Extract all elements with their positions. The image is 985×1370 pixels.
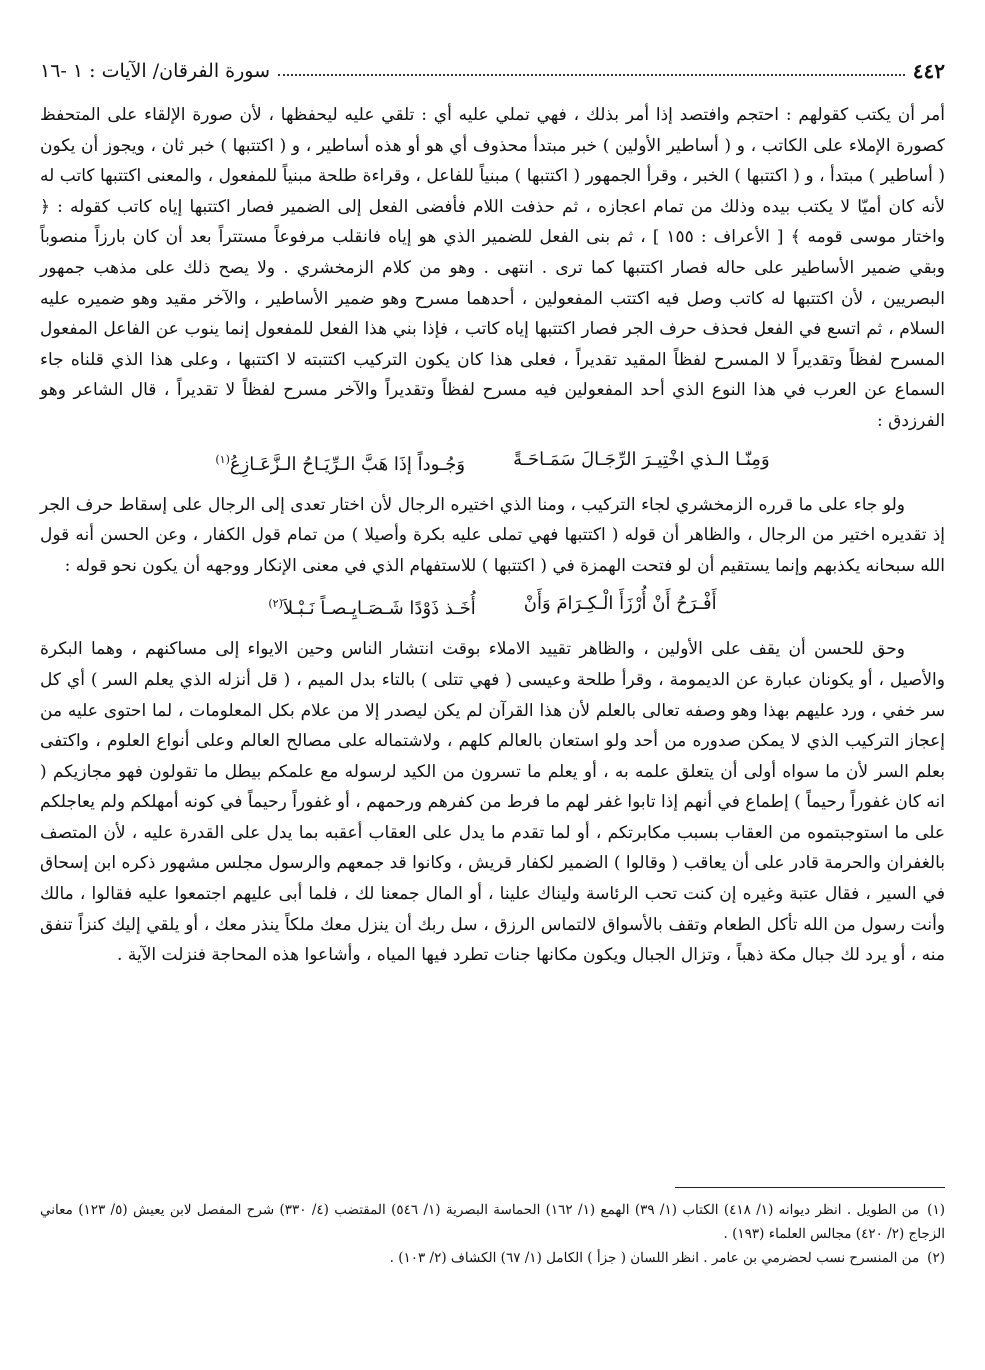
leader-dots <box>278 74 905 76</box>
running-header <box>40 54 945 88</box>
footnote-number: (١) <box>927 1202 945 1218</box>
footnote-text: من الطويل . انظر ديوانه (١/ ٤١٨) الكتاب (١/ ٣٩) الهمع (١/ ١٦٢) الحماسة البصرية (١/ ٥٤٦) المقتضب (٤/ ٣٣٠) شرح المفصل لابن يعيش (٥/ ١٢٣) معاني الزجاج (٢/ ٤٢٠) مجالس العلماء (١٩٣) . <box>40 1202 945 1242</box>
surah-label: سورة الفرقان/ الآيات : ١ -١٦ <box>40 60 271 82</box>
verse-second-hemistich: أُخَـذ ذَوْدًا شَـصَـايِـصـاً نَـبْـلاَ$^{(٢)}$ <box>268 597 476 620</box>
footnote <box>40 1246 945 1270</box>
verse-line <box>40 589 945 624</box>
footnote-number: (٢) <box>927 1250 945 1266</box>
main-text <box>40 100 945 971</box>
footnote-marker: (٢) <box>268 597 283 611</box>
verse-first-hemistich: وَمِنّـا الـذي اخْتِيـرَ الرِّجَـالَ سَمَـاحَـةً <box>513 448 770 470</box>
paragraph: ولو جاء على ما قرره الزمخشري لجاء التركيب ، ومنا الذي اختيره الرجال لأن اختار تعدى إلى الرجال على إسقاط حرف الجر إذ تقديره اختير من الرجال ، والظاهر أن قوله ( اكتتبها فهي تملى عليه بكرة وأصيلا ) من تمام قول الكفار ، وعن الحسن أنه قول الله سبحانه يكذبهم وإنما يستقيم أن لو فتحت الهمزة في ( اكتتبها ) للاستفهام الذي في معنى الإنكار ووجهه أن يكون نحو قوله : <box>40 494 945 576</box>
footnote-marker: (١) <box>215 452 230 466</box>
footnote-text: من المنسرح نسب لحضرمي بن عامر . انظر اللسان ( جزأ ) الكامل (١/ ٦٧) الكشاف (٢/ ١٠٣) . <box>389 1250 920 1266</box>
paragraph: أمر أن يكتب كقولهم : احتجم وافتصد إذا أمر بذلك ، فهي تملي عليه أي : تلقي عليه ليحفظها ، لأن صورة الإلقاء على المتحفظ كصورة الإملاء على الكاتب ، و ( أساطير الأولين ) خبر مبتدأ محذوف أي هو أو هذه أساطير ، و ( اكتتبها ) خبر ثان ، ويجوز أن يكون ( أساطير ) مبتدأ ، و ( اكتتبها ) الخبر ، وقرأ الجمهور ( اكتتبها ) مبنياً للفاعل ، وقراءة طلحة مبنياً للمفعول ، والمعنى اكتتبها كاتب له لأنه كان أميّا لا يكتب بيده وذلك من تمام اعجازه ، ثم حذفت اللام فأفضى الفعل إلى الضمير فصار اكتتبها إياه كاتب كقوله : ﴿ واختار موسى قومه ﴾ [ الأعراف : ١٥٥ ] ، ثم بنى الفعل للضمير الذي هو إياه فانقلب مرفوعاً مستتراً بعد أن كان بارزاً منصوباً وبقي ضمير الأساطير على حاله فصار اكتتبها كما ترى . انتهى . وهو من كلام الزمخشري . ولا يصح ذلك على مذهب جمهور البصريين ، لأن اكتتبها له كاتب وصل فيه اكتتب المفعولين ، أحدهما مسرح وهو ضمير الأساطير ، والآخر مقيد وهو ضميره عليه السلام ، ثم اتسع في الفعل فحذف حرف الجر فصار اكتتبها إياه كاتب ، فإذا بني هذا الفعل للمفعول إنما ينوب عن الفاعل المفعول المسرح لفظاً وتقديراً لا المسرح لفظاً المقيد تقديراً ، فعلى هذا كان يكون التركيب اكتتبته لا اكتتبها ، وعلى هذا الذي قلناه جاء السماع عن العرب في هذا النوع الذي أحد المفعولين فيه مسرح لفظاً وتقديراً والآخر مسرح لفظاً لا تقديراً ، قال الشاعر وهو الفرزدق : <box>40 105 946 431</box>
page-number: ٤٤٢ <box>912 59 945 83</box>
verse-first-hemistich: أَفْـرَحُ أَنْ أُرْزَأَ الْـكِـرَامَ وَأَنْ <box>523 593 717 615</box>
footnotes <box>40 1198 945 1270</box>
paragraph: وحق للحسن أن يقف على الأولين ، والظاهر تقييد الاملاء بوقت انتشار الناس وحين الايواء إلى مساكنهم ، وهما البكرة والأصيل ، أو يكونان عبارة عن الديمومة ، وقرأ طلحة وعيسى ( فهي تتلى ) بالتاء بدل الميم ، ( قل أنزله الذي يعلم السر ) أي كل سر خفي ، ورد عليهم بهذا وهو وصفه تعالى بالعلم لأن هذا القرآن لم يكن ليصدر إلا من علام بكل المعلومات ، لما احتوى عليه من إعجاز التركيب الذي لا يمكن صدوره من أحد ولو استعان بالعالم كلهم ، ولاشتماله على مصالح العالم وعلى أنواع العلوم ، واكتفى بعلم السر لأن ما سواه أولى أن يتعلق علمه به ، أو يعلم ما تسرون من الكيد لرسوله مع علمكم بيطل ما تقولون فهو مجازيكم ( انه كان غفوراً رحيماً ) إطماع في أنهم إذا تابوا غفر لهم ما فرط من كفرهم ورحمهم ، أو غفوراً رحيماً في كونه أمهلكم ولم يعاجلكم على ما استوجبتموه من العقاب بسبب مكابرتكم ، أو لما تقدم ما يدل على العقاب أعقبه بما يدل على القدرة عليه ، لأن المتصف بالغفران والحرمة قادر على أن يعاقب ( وقالوا ) الضمير لكفار قريش ، وكانوا قد جمعهم والرسول مجلس مشهور ذكره ابن إسحاق في السير ، فقال عتبة وغيره إن كنت تحب الرئاسة وليناك علينا ، أو المال جمعنا لك ، فلما أبى عليهم اجتمعوا عليه فقالوا ، مالك وأنت رسول من الله تأكل الطعام وتقف بالأسواق لالتماس الرزق ، سل ربك أن ينزل معك ملكاً ينذر معك ، أو يلقي إليك كنزاً تنفق منه ، أو يرد لك جبال مكة ذهباً ، وتزال الجبال ويكون مكانها جنات تطرد فيها المياه ، وأشاعوا هذه المحاجة فنزلت الآية . <box>40 639 945 966</box>
footnote <box>40 1198 945 1246</box>
verse-second-hemistich: وَجُـوداً إذَا هَبَّ الـرِّيَـاحُ الـزَّعَـازِعُ$^{(١)}$ <box>215 452 466 475</box>
footnote-divider <box>675 1187 945 1188</box>
verse-line <box>40 445 945 480</box>
